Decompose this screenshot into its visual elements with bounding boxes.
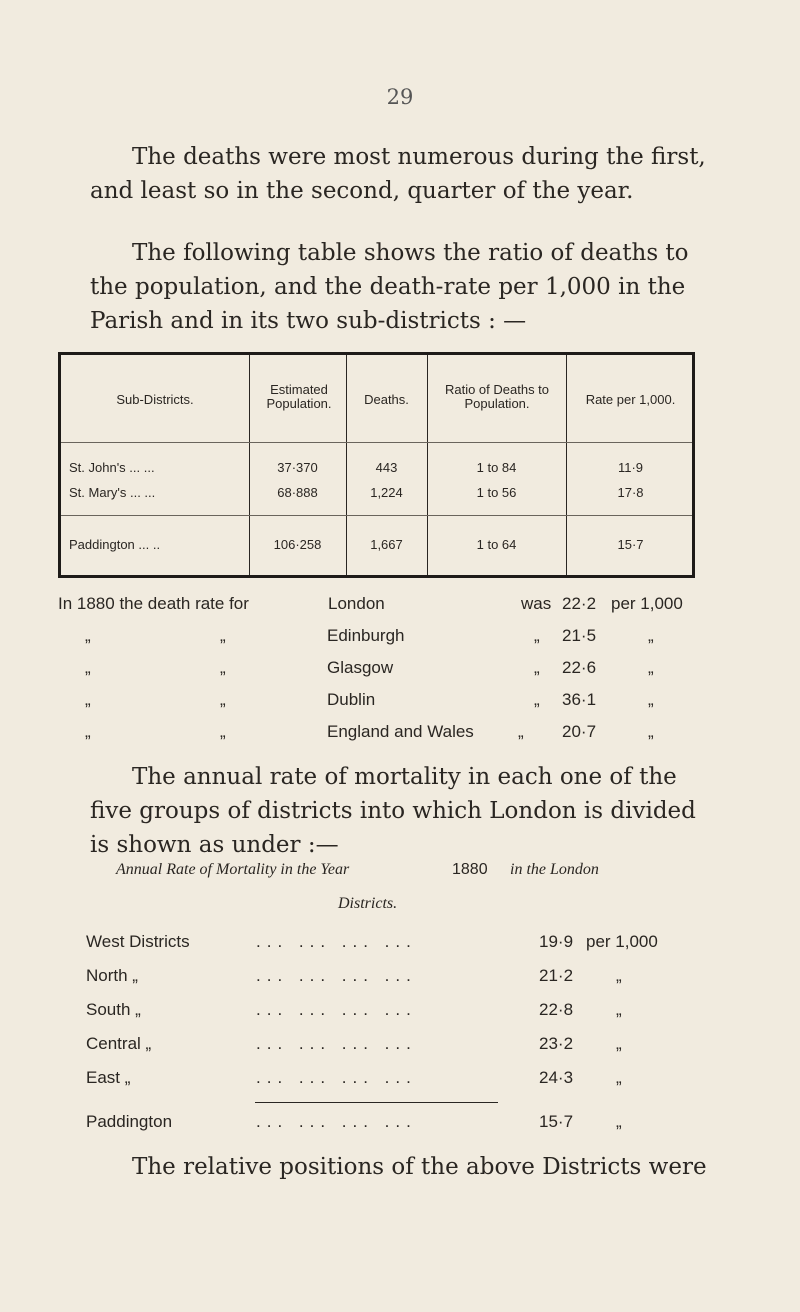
table-total-rule: [61, 515, 692, 516]
ditto-mark: „: [220, 626, 226, 645]
district-row: [86, 1068, 726, 1096]
table-cell-rate: 11·9: [617, 460, 644, 475]
city-rate-suffix: „: [648, 626, 654, 645]
header-sub-districts: Sub-Districts.: [116, 392, 194, 407]
city-rate-verb: „: [534, 626, 540, 645]
city-rate-value: 36·1: [562, 690, 597, 709]
city-rate-row: [58, 722, 718, 750]
city-rate-suffix: per 1,000: [611, 594, 683, 613]
ditto-mark: „: [85, 658, 91, 677]
city-rate-row: [58, 690, 718, 718]
city-name: Glasgow: [327, 658, 394, 677]
table-cell-population: 37·370: [277, 460, 318, 475]
district-rate: 19·9: [539, 932, 574, 951]
district-name: North „: [86, 966, 138, 985]
city-rate-suffix: „: [648, 722, 654, 741]
district-rate: 22·8: [539, 1000, 574, 1019]
ditto-mark: „: [220, 722, 226, 741]
district-suffix: „: [616, 1000, 622, 1019]
table-cell-rate: 15·7: [617, 537, 644, 552]
paragraph-annual-rate: The annual rate of mortality in each one of the five groups of districts into which London is divided is shown as under :—: [90, 764, 696, 858]
district-row: [86, 1112, 726, 1140]
paragraph-table-intro: The following table shows the ratio of deaths to the population, and the death-rate per 1,000 in the Parish and in its two sub-districts : —: [90, 240, 689, 334]
table-cell-rate: 17·8: [617, 485, 644, 500]
table-cell-ratio: 1 to 56: [476, 485, 517, 500]
ditto-mark: „: [85, 626, 91, 645]
total-rule: [255, 1102, 498, 1103]
header-deaths: Deaths.: [364, 392, 409, 407]
table-cell-subdistrict: St. Mary's ... ...: [69, 485, 156, 500]
district-rate: 23·2: [539, 1034, 574, 1053]
city-rate-prefix: In 1880 the death rate for: [58, 594, 249, 613]
table-cell-subdistrict: St. John's ... ...: [69, 460, 155, 475]
paragraph-quarterly-deaths: The deaths were most numerous during the first, and least so in the second, quarter of the year.: [90, 144, 706, 204]
table-cell-deaths: 443: [375, 460, 398, 475]
district-suffix: per 1,000: [586, 932, 658, 951]
leader-dots: ... ... ... ...: [256, 1112, 417, 1131]
ditto-mark: „: [220, 690, 226, 709]
ditto-mark: „: [85, 690, 91, 709]
city-rate-verb: „: [534, 658, 540, 677]
city-rate-value: 22·6: [562, 658, 597, 677]
city-rate-value: 20·7: [562, 722, 597, 741]
district-suffix: „: [616, 1034, 622, 1053]
district-row: [86, 1000, 726, 1028]
district-suffix: „: [616, 1112, 622, 1131]
leader-dots: ... ... ... ...: [256, 1000, 417, 1019]
leader-dots: ... ... ... ...: [256, 932, 417, 951]
leader-dots: ... ... ... ...: [256, 1068, 417, 1087]
district-name: South „: [86, 1000, 141, 1019]
caption-year: 1880: [452, 861, 488, 878]
city-name: Dublin: [327, 690, 376, 709]
city-name: Edinburgh: [327, 626, 405, 645]
header-ratio: Ratio of Deaths to Population.: [444, 382, 550, 411]
ditto-mark: „: [85, 722, 91, 741]
caption-line2: Districts.: [338, 895, 398, 912]
caption-part1: Annual Rate of Mortality in the Year: [116, 861, 350, 878]
district-row: [86, 1034, 726, 1062]
district-name: West Districts: [86, 932, 190, 951]
district-rate: 15·7: [539, 1112, 574, 1131]
district-name: Paddington: [86, 1112, 173, 1131]
district-rate: 24·3: [539, 1068, 574, 1087]
ditto-mark: „: [220, 658, 226, 677]
city-name: England and Wales: [327, 722, 474, 741]
header-rate: Rate per 1,000.: [585, 392, 676, 407]
header-estimated-population: Estimated Population.: [266, 382, 332, 411]
district-row: [86, 966, 726, 994]
district-suffix: „: [616, 1068, 622, 1087]
district-suffix: „: [616, 966, 622, 985]
mortality-table: [58, 352, 695, 578]
city-rate-row: [58, 658, 718, 686]
city-rate-verb: „: [534, 690, 540, 709]
leader-dots: ... ... ... ...: [256, 1034, 417, 1053]
city-rate-verb: was: [521, 594, 552, 613]
district-name: Central „: [86, 1034, 152, 1053]
table-cell-ratio: 1 to 84: [476, 460, 517, 475]
district-name: East „: [86, 1068, 131, 1087]
district-rate: 21·2: [539, 966, 574, 985]
city-rate-row: [58, 594, 718, 622]
city-name: London: [328, 594, 385, 613]
paragraph-closing: The relative positions of the above Districts were: [132, 1154, 707, 1180]
table-cell-subdistrict: Paddington ... ..: [69, 537, 161, 552]
table-cell-deaths: 1,667: [370, 537, 403, 552]
table-cell-deaths: 1,224: [370, 485, 403, 500]
table-cell-ratio: 1 to 64: [476, 537, 517, 552]
page-number: 29: [386, 85, 414, 109]
city-rate-suffix: „: [648, 690, 654, 709]
city-rate-verb: „: [518, 722, 524, 741]
city-rate-row: [58, 626, 718, 654]
city-rate-value: 22·2: [562, 594, 597, 613]
city-rate-suffix: „: [648, 658, 654, 677]
table-header-rule: [61, 442, 692, 443]
city-rate-value: 21·5: [562, 626, 597, 645]
table-cell-population: 68·888: [277, 485, 318, 500]
district-row: [86, 932, 726, 960]
leader-dots: ... ... ... ...: [256, 966, 417, 985]
table-cell-population: 106·258: [273, 537, 322, 552]
caption-part2: in the London: [510, 861, 599, 878]
